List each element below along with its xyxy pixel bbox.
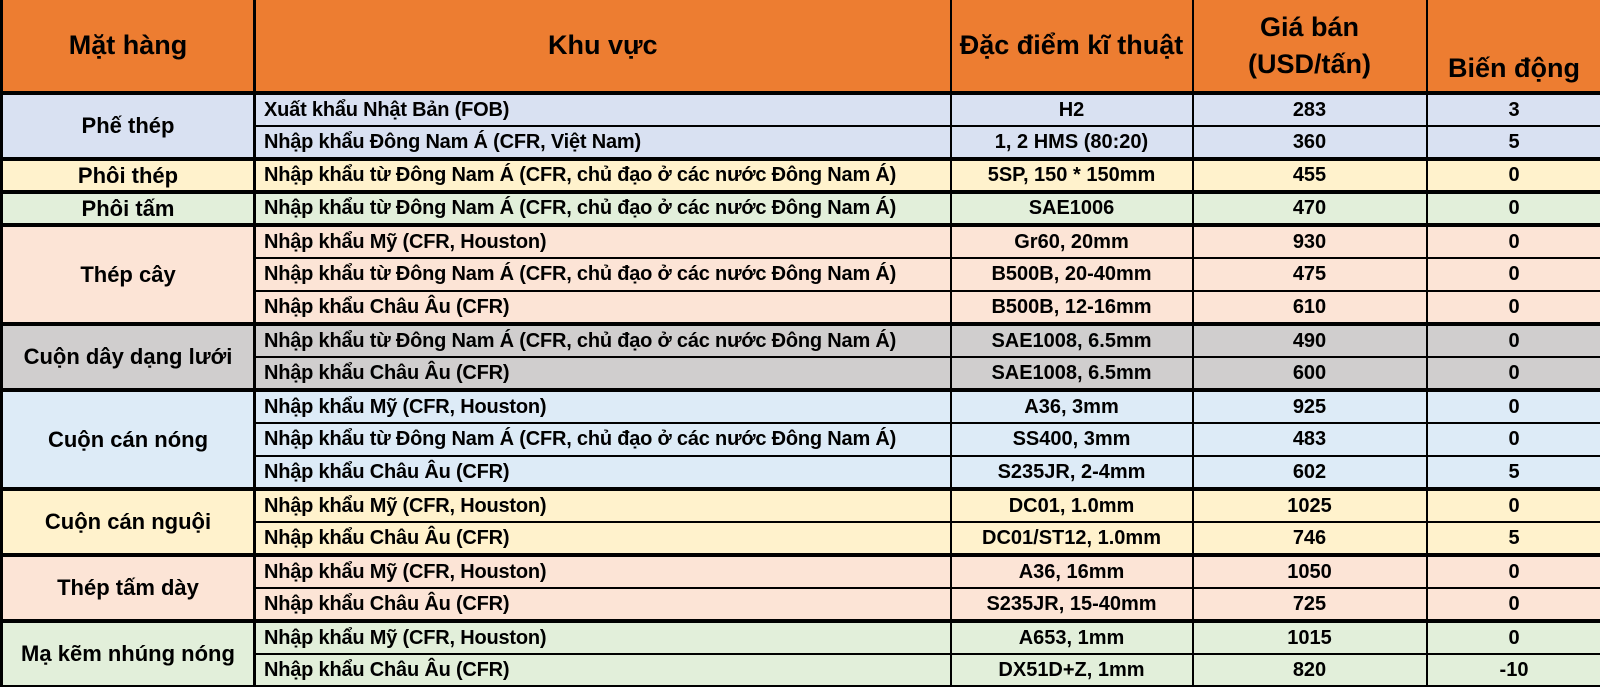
table-row	[2, 225, 1600, 258]
region-cell: Nhập khẩu Mỹ (CFR, Houston)	[255, 390, 951, 423]
change-cell: 0	[1427, 159, 1600, 192]
region-cell: Nhập khẩu Mỹ (CFR, Houston)	[255, 621, 951, 654]
change-cell: 0	[1427, 423, 1600, 456]
price-cell: 930	[1193, 225, 1427, 258]
region-cell: Nhập khẩu từ Đông Nam Á (CFR, chủ đạo ở các nước Đông Nam Á)	[255, 159, 951, 192]
region-cell: Nhập khẩu Châu Âu (CFR)	[255, 291, 951, 324]
table-row	[2, 192, 1600, 225]
spec-cell: SAE1008, 6.5mm	[951, 324, 1193, 357]
table-row	[2, 555, 1600, 588]
price-cell: 475	[1193, 258, 1427, 291]
spec-cell: SS400, 3mm	[951, 423, 1193, 456]
group-label-cell: Phôi tấm	[2, 192, 255, 225]
change-cell: 0	[1427, 621, 1600, 654]
price-cell: 610	[1193, 291, 1427, 324]
col-header-spec: Đặc điểm kĩ thuật	[951, 0, 1193, 93]
change-cell: 0	[1427, 291, 1600, 324]
spec-cell: H2	[951, 93, 1193, 126]
spec-cell: DX51D+Z, 1mm	[951, 654, 1193, 687]
group-label-cell: Cuộn cán nguội	[2, 489, 255, 555]
region-cell: Nhập khẩu Đông Nam Á (CFR, Việt Nam)	[255, 126, 951, 159]
change-cell: 5	[1427, 126, 1600, 159]
price-cell: 600	[1193, 357, 1427, 390]
change-cell: 0	[1427, 324, 1600, 357]
price-cell: 746	[1193, 522, 1427, 555]
header-row	[2, 0, 1600, 93]
region-cell: Nhập khẩu Châu Âu (CFR)	[255, 654, 951, 687]
region-cell: Nhập khẩu từ Đông Nam Á (CFR, chủ đạo ở các nước Đông Nam Á)	[255, 324, 951, 357]
group-label-cell: Phế thép	[2, 93, 255, 159]
region-cell: Nhập khẩu Châu Âu (CFR)	[255, 456, 951, 489]
spec-cell: A36, 16mm	[951, 555, 1193, 588]
change-cell: 0	[1427, 357, 1600, 390]
price-cell: 1015	[1193, 621, 1427, 654]
price-cell: 490	[1193, 324, 1427, 357]
spec-cell: S235JR, 15-40mm	[951, 588, 1193, 621]
price-header-line2: (USD/tấn)	[1248, 48, 1371, 79]
change-cell: 5	[1427, 522, 1600, 555]
group-label-cell: Cuộn cán nóng	[2, 390, 255, 489]
change-cell: 5	[1427, 456, 1600, 489]
group-label-cell: Cuộn dây dạng lưới	[2, 324, 255, 390]
region-cell: Nhập khẩu từ Đông Nam Á (CFR, chủ đạo ở các nước Đông Nam Á)	[255, 258, 951, 291]
region-cell: Nhập khẩu Châu Âu (CFR)	[255, 522, 951, 555]
spec-cell: 5SP, 150 * 150mm	[951, 159, 1193, 192]
region-cell: Nhập khẩu Mỹ (CFR, Houston)	[255, 489, 951, 522]
table-row	[2, 159, 1600, 192]
change-cell: 0	[1427, 390, 1600, 423]
change-cell: 3	[1427, 93, 1600, 126]
price-cell: 925	[1193, 390, 1427, 423]
price-cell: 283	[1193, 93, 1427, 126]
spec-cell: DC01/ST12, 1.0mm	[951, 522, 1193, 555]
col-header-item: Mặt hàng	[2, 0, 255, 93]
price-cell: 470	[1193, 192, 1427, 225]
price-cell: 820	[1193, 654, 1427, 687]
change-cell: 0	[1427, 555, 1600, 588]
region-cell: Nhập khẩu Mỹ (CFR, Houston)	[255, 225, 951, 258]
price-cell: 1050	[1193, 555, 1427, 588]
spec-cell: SAE1008, 6.5mm	[951, 357, 1193, 390]
region-cell: Nhập khẩu Châu Âu (CFR)	[255, 588, 951, 621]
table-row	[2, 489, 1600, 522]
price-cell: 455	[1193, 159, 1427, 192]
price-cell: 483	[1193, 423, 1427, 456]
spec-cell: B500B, 20-40mm	[951, 258, 1193, 291]
table-row	[2, 93, 1600, 126]
price-cell: 725	[1193, 588, 1427, 621]
spec-cell: SAE1006	[951, 192, 1193, 225]
col-header-region: Khu vực	[255, 0, 951, 93]
spec-cell: Gr60, 20mm	[951, 225, 1193, 258]
group-label-cell: Phôi thép	[2, 159, 255, 192]
spec-cell: A653, 1mm	[951, 621, 1193, 654]
spec-cell: DC01, 1.0mm	[951, 489, 1193, 522]
change-cell: 0	[1427, 258, 1600, 291]
col-header-price	[1193, 0, 1427, 93]
change-cell: -10	[1427, 654, 1600, 687]
change-cell: 0	[1427, 588, 1600, 621]
spec-cell: 1, 2 HMS (80:20)	[951, 126, 1193, 159]
price-cell: 1025	[1193, 489, 1427, 522]
price-header-line1: Giá bán	[1259, 12, 1360, 43]
region-cell: Xuất khẩu Nhật Bản (FOB)	[255, 93, 951, 126]
spec-cell: A36, 3mm	[951, 390, 1193, 423]
group-label-cell: Thép tấm dày	[2, 555, 255, 621]
change-cell: 0	[1427, 192, 1600, 225]
group-label-cell: Thép cây	[2, 225, 255, 324]
group-label-cell: Mạ kẽm nhúng nóng	[2, 621, 255, 687]
table-row	[2, 621, 1600, 654]
table-row	[2, 390, 1600, 423]
region-cell: Nhập khẩu Mỹ (CFR, Houston)	[255, 555, 951, 588]
price-cell: 360	[1193, 126, 1427, 159]
region-cell: Nhập khẩu Châu Âu (CFR)	[255, 357, 951, 390]
spec-cell: S235JR, 2-4mm	[951, 456, 1193, 489]
region-cell: Nhập khẩu từ Đông Nam Á (CFR, chủ đạo ở các nước Đông Nam Á)	[255, 192, 951, 225]
region-cell: Nhập khẩu từ Đông Nam Á (CFR, chủ đạo ở các nước Đông Nam Á)	[255, 423, 951, 456]
change-cell: 0	[1427, 225, 1600, 258]
table-row	[2, 324, 1600, 357]
price-cell: 602	[1193, 456, 1427, 489]
col-header-change: Biến động	[1427, 0, 1600, 93]
change-cell: 0	[1427, 489, 1600, 522]
spec-cell: B500B, 12-16mm	[951, 291, 1193, 324]
